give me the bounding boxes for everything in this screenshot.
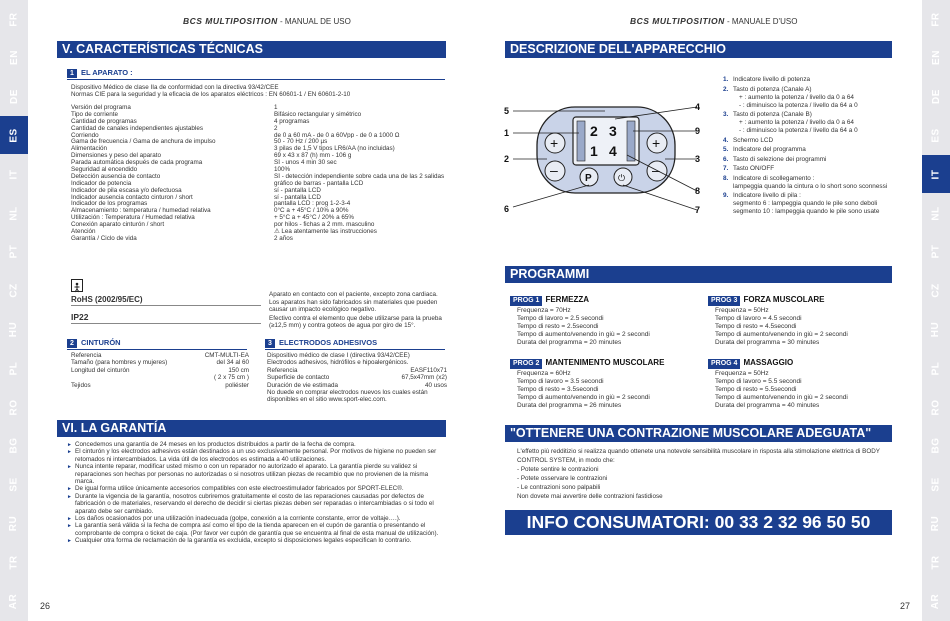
spec-row — [71, 173, 451, 180]
language-tab-label: TR — [8, 555, 20, 570]
belt-value: 150 cm — [228, 366, 249, 374]
language-tab-label: FR — [930, 11, 942, 27]
warranty-item: ► El cinturón y los electrodos adhesivos están destinados a un uso exclusivamente personal. Por motivos de higiene no pueden ser retomados ni intercambiados. La vida útil de los electrodos es estimada a 40 utilizaciones. — [67, 448, 445, 463]
language-tab-label: IT — [930, 169, 942, 180]
language-tab-pl[interactable] — [922, 349, 950, 387]
ip22-desc: Efectivo contra el elemento que debe utilizarse para la prueba (≥12,5 mm) y contra goteos de agua por giro de 15°. — [269, 315, 442, 330]
warranty-title: VI. LA GARANTÍA — [57, 420, 446, 437]
spec-value: 2 años — [274, 234, 293, 242]
part-item — [723, 111, 893, 135]
spec-value: 4 programas — [274, 117, 310, 125]
part-number: 8. — [723, 174, 729, 182]
language-tab-label: EN — [930, 50, 942, 66]
spec-row — [71, 228, 451, 235]
part-number: 1. — [723, 76, 729, 83]
right-header: BCS MULTIPOSITION - MANUALE D'USO — [630, 16, 798, 26]
spec-row — [71, 207, 451, 214]
language-tab-label: RO — [8, 399, 20, 415]
part-line: segmento 10 : lampeggia quando le pile sono usate — [733, 208, 880, 215]
spec-row — [71, 166, 451, 173]
program-1-title: PROG 1 FERMEZZA — [510, 295, 589, 306]
program-line: Tempo di aumento/venendo in giù = 2 secondi — [517, 331, 650, 338]
spec-row — [71, 159, 451, 166]
callout-1: 1 — [504, 128, 510, 138]
language-tab-label: PT — [930, 244, 942, 259]
lcd-digit-4: 4 — [609, 143, 617, 159]
warranty-item: ► Durante la vigencia de la garantía, nosotros cubriremos gratuitamente el costo de las reparaciones causadas por defectos de fabricación o de materiales, reservando el derecho de decidir si ciertas piezas deben ser reparadas o intercambiadas o si todo el aparato debe ser cambiado. — [67, 493, 445, 515]
spec-key: Tipo de corriente — [71, 110, 119, 118]
spec-key: Detección ausencia de contacto — [71, 172, 161, 180]
part-text — [733, 111, 858, 135]
language-tab-en[interactable] — [922, 39, 950, 77]
spec-key: Atención — [71, 228, 96, 235]
part-number: 4. — [723, 136, 729, 144]
contraction-title: "OTTENERE UNA CONTRAZIONE MUSCOLARE ADEGUATA" — [505, 425, 892, 442]
belt-key: Referencia — [71, 352, 102, 359]
warranty-item: ► Cualquier otra forma de reclamación de la garantía es excluida, excepto si disposiciones legales especifican lo contrario. — [67, 537, 445, 544]
spec-value: 50 - 70 Hz / 200 µs — [274, 138, 328, 146]
symbol-bf-desc: Aparato en contacto con el paciente, excepto zona cardiaca. — [269, 291, 438, 298]
belt-row — [71, 367, 249, 374]
part-item — [723, 156, 893, 164]
language-tab-label: DE — [8, 89, 20, 105]
tech-specs-title: V. CARACTERÍSTICAS TÉCNICAS — [57, 41, 446, 58]
plus-icon-a: + — [550, 135, 559, 151]
consumer-info-bar: INFO CONSUMATORI: 00 33 2 32 96 50 50 — [505, 510, 892, 535]
callout-2: 2 — [504, 154, 510, 164]
language-tab-label: PL — [8, 361, 20, 376]
electrode-row — [267, 382, 447, 389]
right-page — [475, 0, 950, 621]
spec-key: Garantía / Ciclo de vida — [71, 234, 137, 242]
part-number: 2. — [723, 85, 729, 93]
language-tab-nl[interactable] — [0, 194, 28, 232]
contraction-line: L'effetto più redditizio si realizza quando ottenete una notevole sensibilità muscolare in risposta alla stimolazione elettrica di BODY — [517, 448, 881, 455]
language-tab-label: SE — [8, 477, 20, 492]
language-tab-pt[interactable] — [922, 233, 950, 271]
language-tab-label: RO — [930, 399, 942, 415]
rohs-label: RoHS (2002/95/EC) — [71, 295, 143, 304]
part-line: segmento 6 : lampeggia quando le pile sono deboli — [733, 200, 878, 207]
spec-value: pantalla LCD : prog 1-2-3-4 — [274, 200, 351, 208]
program-line: Tempo di resto = 5.5secondi — [715, 386, 797, 393]
power-bar-a — [577, 121, 585, 161]
program-2-details — [510, 370, 650, 410]
callout-7: 7 — [695, 205, 701, 215]
program-line: Tempo di lavoro = 5.5 secondi — [715, 378, 802, 385]
spec-key: Cantidad de programas — [71, 117, 137, 125]
language-tab-se[interactable] — [922, 466, 950, 504]
spec-key: Conexión aparato cinturón / short — [71, 221, 165, 229]
language-tab-de[interactable] — [922, 78, 950, 116]
device-intro: Dispositivo Médico de clase IIa de conformidad con la directiva 93/42/CEE Normas CIE para la seguridad y la eficacia de los aparatos eléctricos : EN 60601-1 / EN 60601-2-10 — [71, 84, 351, 99]
device-specs-table — [71, 104, 451, 242]
spec-value: sí - pantalla LCD — [274, 186, 321, 194]
language-tab-label: IT — [8, 169, 20, 180]
program-3-details — [708, 307, 848, 347]
program-2-title: PROG 2 MANTENIMENTO MUSCOLARE — [510, 358, 664, 369]
rohs-desc: Los aparatos han sido fabricados sin materiales que pueden causar un impacto ecológico negativo. — [269, 299, 438, 314]
spec-key: Cantidad de canales independientes ajustables — [71, 124, 203, 132]
part-number: 3. — [723, 111, 729, 118]
spec-value: gráfico de barras - pantalla LCD — [274, 179, 364, 187]
spec-key: Alimentación — [71, 145, 108, 153]
power-icon: ⏻ — [618, 174, 626, 184]
contraction-line: Non dovete mai avvertire delle contrazioni fastidiose — [517, 493, 663, 500]
language-tab-es[interactable] — [922, 116, 950, 154]
language-tab-tr[interactable] — [0, 543, 28, 581]
device-description-title: DESCRIZIONE DELL'APPARECCHIO — [505, 41, 892, 58]
part-number: 5. — [723, 146, 729, 153]
part-item — [723, 76, 893, 84]
ip22-label: IP22 — [71, 312, 89, 322]
program-4-details — [708, 370, 848, 410]
language-tab-label: FR — [8, 11, 20, 27]
part-line: + : aumento la potenza / livello da 0 a 64 — [739, 93, 854, 101]
program-3-title: PROG 3 FORZA MUSCOLARE — [708, 295, 824, 306]
language-tab-cz[interactable] — [922, 272, 950, 310]
part-number: 6. — [723, 155, 729, 163]
language-tab-label: HU — [8, 321, 20, 338]
rohs-divider — [71, 305, 261, 306]
spec-key: Utilización : Temperatura / Humedad relativa — [71, 214, 195, 222]
lcd-digit-1: 1 — [590, 143, 598, 159]
part-text — [733, 146, 806, 154]
electrode-key: Duración de vie estimada — [267, 381, 339, 389]
program-line: Tempo di lavoro = 4.5 secondi — [715, 315, 802, 322]
spec-value: ⚠ Lea atentamente las instrucciones — [274, 228, 377, 235]
electrode-value: 67,5x47mm (x2) — [401, 374, 447, 382]
left-page-number: 26 — [40, 601, 51, 611]
program-line: Frequenza = 60Hz — [517, 370, 571, 377]
program-icon: P — [585, 173, 592, 184]
plus-icon-b: + — [652, 135, 661, 151]
part-item — [723, 192, 893, 216]
electrode-key: Referencia — [267, 366, 298, 374]
language-tab-label: NL — [930, 205, 942, 221]
language-tab-it[interactable] — [0, 155, 28, 193]
part-line: - : diminuisco la potenza / livello da 64 a 0 — [739, 101, 858, 109]
language-tab-de[interactable] — [0, 78, 28, 116]
contraction-line: - Le contrazioni sono palpabili — [517, 484, 601, 491]
language-tab-tr[interactable] — [922, 543, 950, 581]
spec-row — [71, 132, 451, 139]
minus-icon-a: – — [550, 162, 558, 178]
language-tab-label: RU — [8, 515, 20, 532]
part-item — [723, 137, 893, 145]
part-number: 7. — [723, 165, 729, 172]
spec-value: de 0 a 60 mA - de 0 a 60Vpp - de 0 a 1000 Ω — [274, 131, 400, 139]
language-tab-label: AR — [8, 593, 20, 609]
spec-key: Almacenamiento : temperatura / humedad relativa — [71, 207, 211, 215]
language-tab-label: ES — [8, 128, 20, 143]
language-tab-it[interactable] — [922, 155, 950, 193]
program-line: Tempo di aumento/venendo in giù = 2 secondi — [517, 394, 650, 401]
program-line: Durata del programma = 20 minutes — [517, 339, 622, 346]
language-tab-se[interactable] — [0, 466, 28, 504]
language-tab-label: DE — [930, 89, 942, 105]
spec-value: 0°C a + 45°C / 10% a 90% — [274, 207, 349, 215]
contraction-line: - Potete sentire le contrazioni — [517, 466, 599, 473]
lcd-digit-3: 3 — [609, 123, 617, 139]
belt-value: poliéster — [225, 381, 249, 389]
electrode-row — [267, 367, 447, 374]
belt-table — [71, 352, 249, 389]
spec-key: Indicador ausencia contacto cinturon / short — [71, 193, 193, 201]
belt-value: del 34 al 60 — [216, 359, 249, 367]
program-line: Tempo di resto = 2.5secondi — [517, 323, 599, 330]
language-tab-bg[interactable] — [922, 427, 950, 465]
belt-key: Tejidos — [71, 381, 91, 389]
lcd-digit-2: 2 — [590, 123, 598, 139]
spec-value: + 5°C a + 45°C / 20% a 65% — [274, 214, 354, 222]
callout-4: 4 — [695, 102, 701, 112]
part-line: + : aumento la potenza / livello da 0 a 64 — [739, 119, 854, 126]
power-bar-b — [627, 121, 635, 161]
spec-row — [71, 152, 451, 159]
language-tab-label: RU — [930, 515, 942, 532]
device-parts-list — [723, 76, 893, 218]
spec-key: Versión del programa — [71, 104, 131, 111]
spec-value: 100% — [274, 166, 291, 173]
electrode-key: Superficie de contacto — [267, 374, 330, 382]
belt-row — [71, 352, 249, 359]
part-line: Tasto di selezione dei programmi — [733, 155, 827, 163]
part-line: Indicatore livello di pila : — [733, 192, 801, 199]
contraction-line: CONTROL SYSTEM, in modo che: — [517, 457, 615, 464]
part-line: Indicatore di scollegamento : — [733, 174, 815, 182]
part-text — [733, 175, 887, 191]
spec-key: Parada automática después de cada programa — [71, 159, 203, 167]
language-tab-ro[interactable] — [0, 388, 28, 426]
spec-row — [71, 125, 451, 132]
callout-8: 8 — [695, 186, 701, 196]
program-4-title: PROG 4 MASSAGGIO — [708, 358, 793, 369]
language-tab-label: ES — [930, 128, 942, 143]
spec-row — [71, 200, 451, 207]
minus-icon-b: – — [652, 162, 660, 178]
spec-key: Dimensiones y peso del aparato — [71, 152, 161, 160]
electrode-value: EASF110x71 — [410, 366, 447, 374]
belt-key: Tamaño (para hombres y mujeres) — [71, 359, 168, 367]
warranty-item: ► Nunca intente reparar, modificar usted mismo o con un reparador no autorizado el aparato. La garantía pierde su validez si reparaciones son hechas por personas no autorizadas o si nosotros utilizan piezas de recambio que no provienen de la misma marca. — [67, 463, 445, 485]
part-line: Tasto di potenza (Canale A) — [733, 85, 812, 93]
language-tab-label: NL — [8, 205, 20, 221]
body-floating-symbol — [71, 279, 83, 292]
part-number: 9. — [723, 192, 729, 199]
spec-value: SÍ - unos 4 min 30 sec — [274, 159, 337, 167]
warranty-item: ► La garantía será válida si la fecha de compra así como el tipo de la tienda aparecen en el cupón de garantía o presentando el comprobante de compra o ticket de caja. (Por favor ver cupón de garantía que se encuentra al final de esta manual de utilización). — [67, 522, 445, 537]
language-tabs-right — [922, 0, 950, 621]
spec-key: Corriendo — [71, 131, 99, 139]
language-tab-label: TR — [930, 555, 942, 570]
spec-row — [71, 214, 451, 221]
part-line: lampeggia quando la cintura o lo short sono sconnessi — [733, 182, 888, 190]
part-text — [733, 165, 774, 173]
spec-row — [71, 118, 451, 125]
program-line: Frequenza = 50Hz — [715, 370, 769, 377]
warranty-item: ► Concedemos una garantía de 24 meses en los productos distribuidos a partir de la fecha de compra. — [67, 441, 445, 448]
belt-key: Longitud del cinturón — [71, 366, 130, 374]
language-tab-ar[interactable] — [0, 582, 28, 620]
spec-value: 3 pilas de 1,5 V tipos LR6/AA (no incluidas) — [274, 145, 395, 153]
belt-value: ( 2 x 75 cm ) — [214, 374, 249, 382]
spec-row — [71, 194, 451, 201]
language-tab-pt[interactable] — [0, 233, 28, 271]
program-line: Tempo di aumento/venendo in giù = 2 secondi — [715, 331, 848, 338]
callout-5: 5 — [504, 106, 510, 116]
callout-9: 9 — [695, 126, 701, 136]
spec-row — [71, 104, 451, 111]
language-tab-label: SE — [930, 477, 942, 492]
device-section-heading: 1 EL APARATO : — [67, 68, 445, 80]
spec-value: 69 x 43 x 87 (h) mm - 106 g — [274, 152, 352, 160]
language-tab-ro[interactable] — [922, 388, 950, 426]
language-tab-ru[interactable] — [0, 504, 28, 542]
spec-row — [71, 221, 451, 228]
right-page-number: 27 — [900, 601, 911, 611]
warranty-list — [67, 441, 445, 545]
part-item — [723, 175, 893, 191]
electrode-value: 40 usos — [424, 381, 447, 389]
program-line: Tempo di aumento/venendo in giù = 2 secondi — [715, 394, 848, 401]
language-tab-en[interactable] — [0, 39, 28, 77]
language-tab-label: BG — [8, 437, 20, 454]
program-line: Tempo di lavoro = 2.5 secondi — [517, 315, 604, 322]
part-line: Tasto di potenza (Canale B) — [733, 111, 812, 118]
language-tab-hu[interactable] — [922, 310, 950, 348]
language-tab-cz[interactable] — [0, 272, 28, 310]
part-item — [723, 165, 893, 173]
spec-row — [71, 138, 451, 145]
belt-section-heading: 2 CINTURÓN — [67, 338, 247, 350]
language-tabs-left — [0, 0, 28, 621]
warranty-item: ► Los daños ocasionados por una utilización inadecuada (golpe, conexión a la corriente constante, error de voltaje….). — [67, 515, 445, 522]
language-tab-ru[interactable] — [922, 504, 950, 542]
program-1-details — [510, 307, 650, 347]
program-line: Tempo di lavoro = 3.5 secondi — [517, 378, 604, 385]
spec-value: 1 — [274, 104, 278, 111]
language-tab-label: PT — [8, 244, 20, 259]
language-tab-label: BG — [930, 437, 942, 454]
language-tab-label: CZ — [930, 283, 942, 298]
part-text — [733, 137, 773, 145]
language-tab-fr[interactable] — [922, 0, 950, 38]
contraction-line: - Potete osservare le contrazioni — [517, 475, 608, 482]
part-line: Indicatore del programma — [733, 146, 806, 153]
program-line: Tempo di resto = 4.5secondi — [715, 323, 797, 330]
part-item — [723, 86, 893, 110]
belt-row — [71, 359, 249, 366]
program-line: Durata del programma = 40 minutes — [715, 402, 820, 409]
spec-row — [71, 180, 451, 187]
callout-3: 3 — [695, 154, 701, 164]
spec-value: Bifásico rectangular y simétrico — [274, 110, 362, 118]
spec-row — [71, 111, 451, 118]
electrode-row — [267, 374, 447, 381]
spec-value: 2 — [274, 124, 278, 132]
program-line: Durata del programma = 26 minutes — [517, 402, 622, 409]
spec-value: SÍ - detección independiente sobre cada una de las 2 salidas — [274, 172, 445, 180]
spec-row — [71, 235, 451, 242]
part-text — [733, 76, 810, 84]
language-tab-pl[interactable] — [0, 349, 28, 387]
language-tab-label: EN — [8, 50, 20, 66]
program-line: Frequenza = 70Hz — [517, 307, 571, 314]
part-line: Tasto ON/OFF — [733, 165, 775, 172]
language-tab-nl[interactable] — [922, 194, 950, 232]
ip22-divider — [71, 323, 261, 324]
program-line: Tempo di resto = 3.5secondi — [517, 386, 599, 393]
language-tab-bg[interactable] — [0, 427, 28, 465]
program-line: Frequenza = 50Hz — [715, 307, 769, 314]
part-item — [723, 146, 893, 154]
spec-key: Indicador de pila escasa y/o defectuosa — [71, 186, 182, 194]
part-line: Indicatore livello di potenza — [733, 76, 811, 83]
belt-value: CMT-MULTI-EA — [204, 352, 249, 359]
belt-row — [71, 374, 249, 381]
program-line: Durata del programma = 30 minutes — [715, 339, 820, 346]
language-tab-label: PL — [930, 361, 942, 376]
electrodes-section-heading: 3 ELECTRODOS ADHESIVOS — [265, 338, 445, 350]
left-header: BCS MULTIPOSITION - MANUAL DE USO — [183, 16, 351, 26]
programs-title: PROGRAMMI — [505, 266, 892, 283]
spec-value: por hilos - fichas a 2 mm. masculino — [274, 221, 375, 229]
device-diagram — [505, 95, 705, 225]
spec-value: sí - pantalla LCD — [274, 193, 321, 201]
language-tab-label: CZ — [8, 283, 20, 298]
language-tab-fr[interactable] — [0, 0, 28, 38]
spec-row — [71, 187, 451, 194]
spec-row — [71, 145, 451, 152]
part-text — [733, 86, 858, 110]
spec-key: Seguridad al encendido — [71, 166, 138, 173]
contraction-text — [517, 447, 897, 501]
part-text — [733, 156, 826, 164]
language-tab-hu[interactable] — [0, 310, 28, 348]
language-tab-es[interactable] — [0, 116, 28, 154]
warranty-item: ► De igual forma utilice únicamente accesorios compatibles con este electroestimulador fabricados por SPORT-ELEC®. — [67, 485, 445, 492]
language-tab-label: HU — [930, 321, 942, 338]
spec-key: Indicador de potencia — [71, 179, 132, 187]
callout-6: 6 — [504, 204, 510, 214]
part-line: Schermo LCD — [733, 136, 774, 144]
spec-key: Gama de frecuencia / Gama de anchura de impulso — [71, 138, 216, 146]
electrodes-info: Dispositivo médico de clase I (directiva 93/42/CEE) Electrodos adhesivos, hidrófilos e hipoalergénicos. Referencia EASF110x71 Superficie de contacto 67,5x47mm (x2) Duración de vie estimada 40 usos No duede en comprar electrodos nuevos los cuales están disponibles en el sitio www.sport-elec.com. — [267, 352, 447, 404]
language-tab-ar[interactable] — [922, 582, 950, 620]
belt-row — [71, 382, 249, 389]
spec-key: Indicador de los programas — [71, 200, 148, 208]
part-text — [733, 192, 879, 216]
language-tab-label: AR — [930, 593, 942, 609]
part-line: - : diminuisco la potenza / livello da 64 a 0 — [739, 127, 858, 134]
